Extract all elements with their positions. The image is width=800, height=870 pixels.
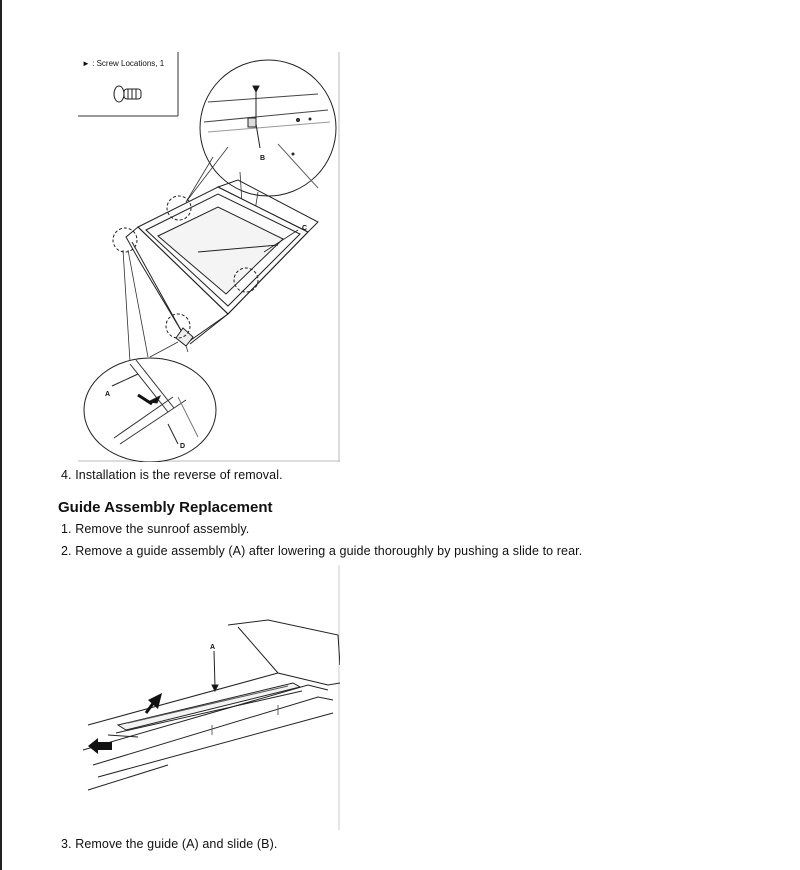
callout-d: D bbox=[180, 443, 186, 450]
detail-circle-a-d bbox=[84, 358, 216, 462]
callout-a: A bbox=[105, 391, 111, 398]
sunroof-frame-figure bbox=[78, 52, 340, 462]
detail-circle-b bbox=[200, 60, 336, 196]
callout-b: B bbox=[260, 155, 266, 162]
callout-c: C bbox=[302, 225, 308, 232]
step-4-text: 4. Installation is the reverse of removal. bbox=[61, 468, 283, 482]
screw-icon bbox=[114, 86, 141, 102]
step-3-text: 3. Remove the guide (A) and slide (B). bbox=[61, 837, 278, 851]
step-1-text: 1. Remove the sunroof assembly. bbox=[61, 522, 250, 536]
callout-a: A bbox=[210, 644, 216, 651]
sunroof-frame-drawing bbox=[126, 180, 318, 346]
section-heading: Guide Assembly Replacement bbox=[58, 499, 273, 516]
page-left-border bbox=[0, 0, 2, 870]
step-2-text: 2. Remove a guide assembly (A) after lowering a guide thoroughly by pushing a slide to rear. bbox=[61, 544, 583, 558]
screw-legend-text: ► : Screw Locations, 1 bbox=[82, 59, 165, 68]
screw-legend-box bbox=[78, 52, 178, 116]
guide-assembly-figure bbox=[78, 565, 340, 830]
